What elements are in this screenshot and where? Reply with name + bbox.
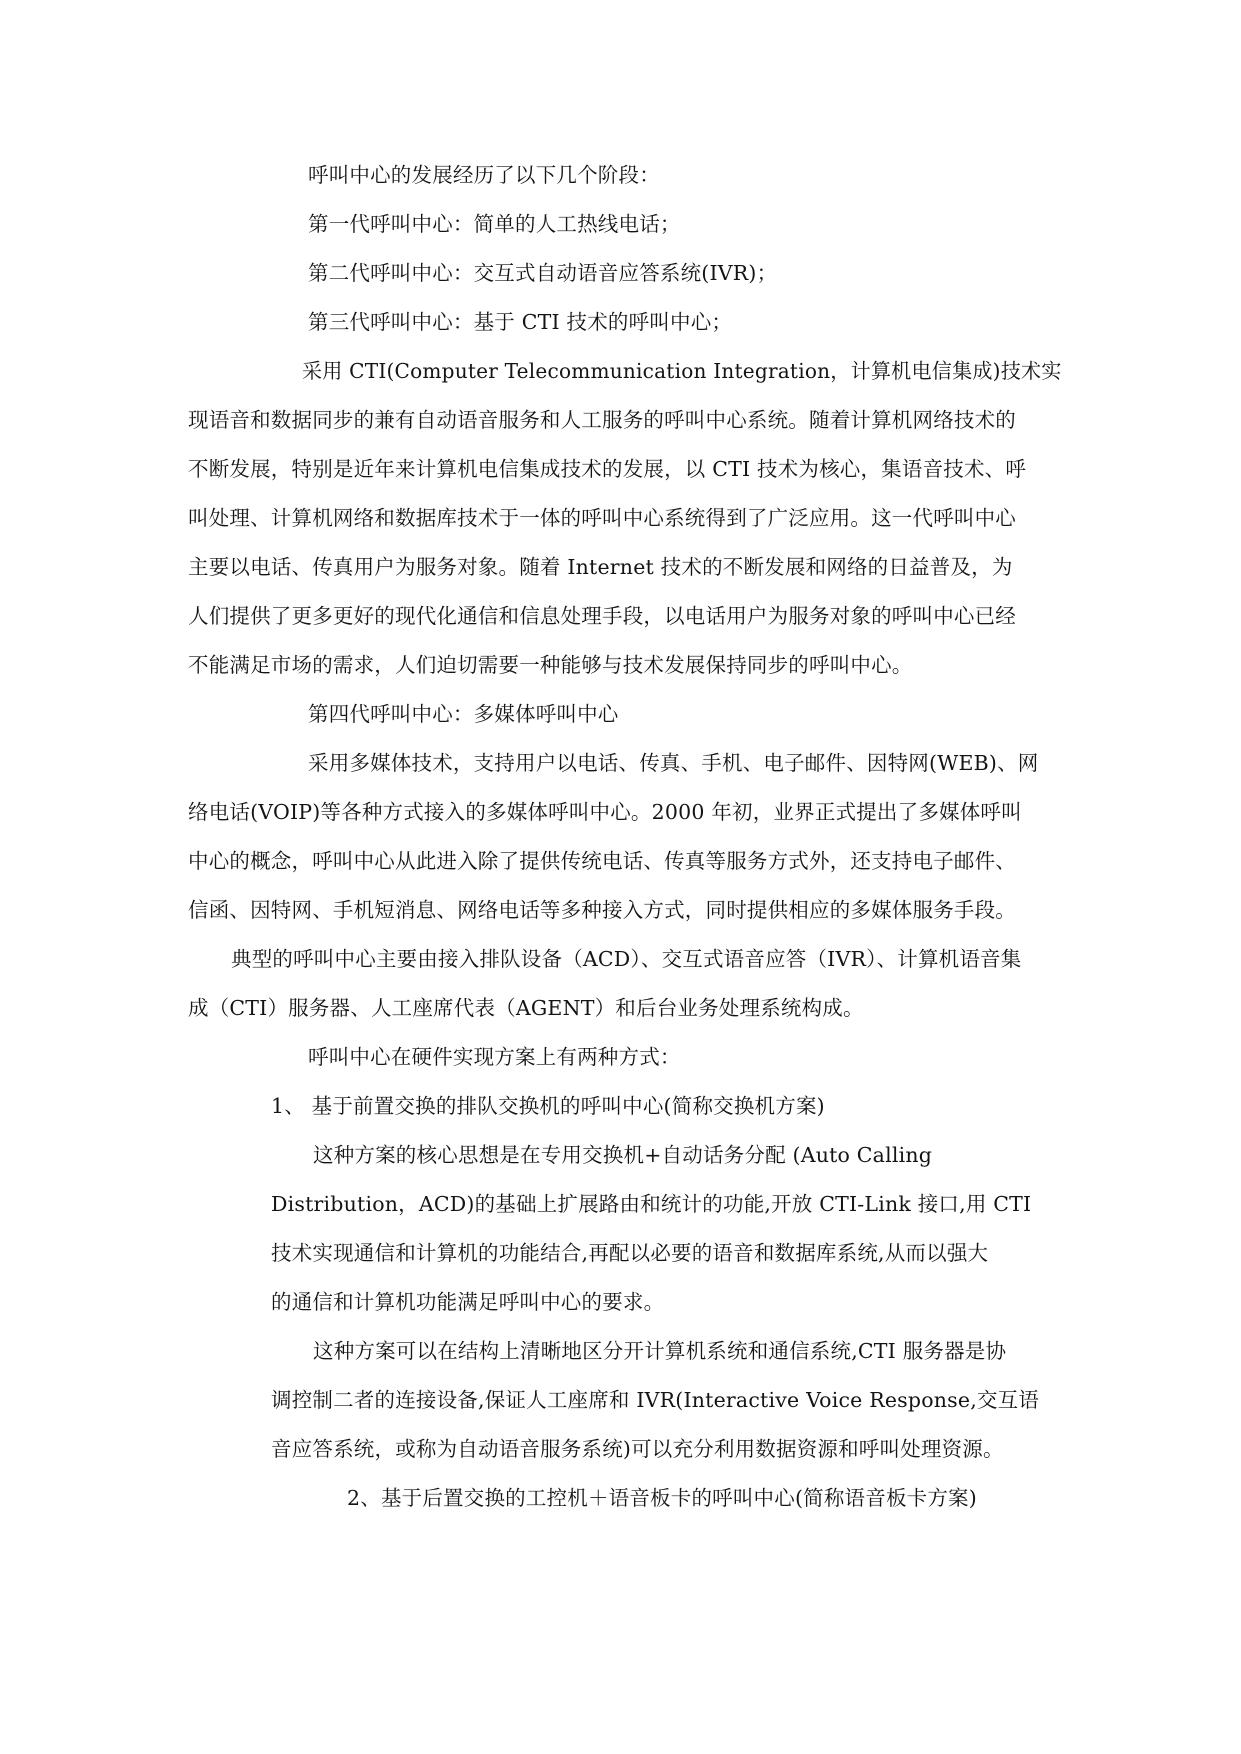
paragraph-multimedia-line: 络电话(VOIP)等各种方式接入的多媒体呼叫中心。2000 年初，业界正式提出了多媒体呼叫 (188, 800, 1022, 824)
paragraph-first-generation: 第一代呼叫中心：简单的人工热线电话； (308, 212, 681, 236)
paragraph-stages-intro: 呼叫中心的发展经历了以下几个阶段： (308, 163, 660, 187)
paragraph-scheme1-structure-line: 调控制二者的连接设备,保证人工座席和 IVR(Interactive Voice Response,交互语 (271, 1388, 1040, 1412)
paragraph-scheme1-line: 这种方案的核心思想是在专用交换机+自动话务分配 (Auto Calling (313, 1143, 933, 1167)
paragraph-multimedia-line: 采用多媒体技术，支持用户以电话、传真、手机、电子邮件、因特网(WEB)、网 (308, 751, 1039, 775)
paragraph-scheme1-structure-line: 这种方案可以在结构上清晰地区分开计算机系统和通信系统,CTI 服务器是协 (313, 1339, 1007, 1363)
paragraph-scheme1-line: Distribution，ACD)的基础上扩展路由和统计的功能,开放 CTI-Link 接口,用 CTI (271, 1192, 1032, 1216)
paragraph-multimedia-line: 信函、因特网、手机短消息、网络电话等多种接入方式，同时提供相应的多媒体服务手段。 (188, 898, 1016, 922)
paragraph-cti-line: 叫处理、计算机网络和数据库技术于一体的呼叫中心系统得到了广泛应用。这一代呼叫中心 (188, 506, 1016, 530)
paragraph-third-generation: 第三代呼叫中心：基于 CTI 技术的呼叫中心； (308, 310, 733, 334)
list-item-scheme-2: 2、基于后置交换的工控机＋语音板卡的呼叫中心(简称语音板卡方案) (347, 1486, 977, 1510)
list-item-scheme-1: 1、 基于前置交换的排队交换机的呼叫中心(简称交换机方案) (271, 1094, 825, 1118)
paragraph-cti-line: 现语音和数据同步的兼有自动语音服务和人工服务的呼叫中心系统。随着计算机网络技术的 (188, 408, 1016, 432)
paragraph-cti-line: 人们提供了更多更好的现代化通信和信息处理手段，以电话用户为服务对象的呼叫中心已经 (188, 604, 1016, 628)
paragraph-cti-line: 不断发展，特别是近年来计算机电信集成技术的发展，以 CTI 技术为核心，集语音技术、呼 (188, 457, 1027, 481)
paragraph-cti-line: 不能满足市场的需求，人们迫切需要一种能够与技术发展保持同步的呼叫中心。 (188, 653, 913, 677)
paragraph-typical-composition-line: 成（CTI）服务器、人工座席代表（AGENT）和后台业务处理系统构成。 (188, 996, 864, 1020)
paragraph-multimedia-line: 中心的概念，呼叫中心从此进入除了提供传统电话、传真等服务方式外，还支持电子邮件、 (188, 849, 1016, 873)
paragraph-typical-composition-line: 典型的呼叫中心主要由接入排队设备（ACD）、交互式语音应答（IVR）、计算机语音集 (231, 947, 1022, 971)
paragraph-hardware-schemes: 呼叫中心在硬件实现方案上有两种方式： (308, 1045, 681, 1069)
paragraph-cti-line: 采用 CTI(Computer Telecommunication Integration，计算机电信集成)技术实 (302, 359, 1062, 383)
paragraph-scheme1-line: 技术实现通信和计算机的功能结合,再配以必要的语音和数据库系统,从而以强大 (271, 1241, 989, 1265)
paragraph-scheme1-line: 的通信和计算机功能满足呼叫中心的要求。 (271, 1290, 665, 1314)
paragraph-second-generation: 第二代呼叫中心：交互式自动语音应答系统(IVR)； (308, 261, 778, 285)
paragraph-fourth-generation: 第四代呼叫中心：多媒体呼叫中心 (308, 702, 619, 726)
paragraph-cti-line: 主要以电话、传真用户为服务对象。随着 Internet 技术的不断发展和网络的日益普及，为 (188, 555, 1013, 579)
paragraph-scheme1-structure-line: 音应答系统，或称为自动语音服务系统)可以充分利用数据资源和呼叫处理资源。 (271, 1437, 1004, 1461)
